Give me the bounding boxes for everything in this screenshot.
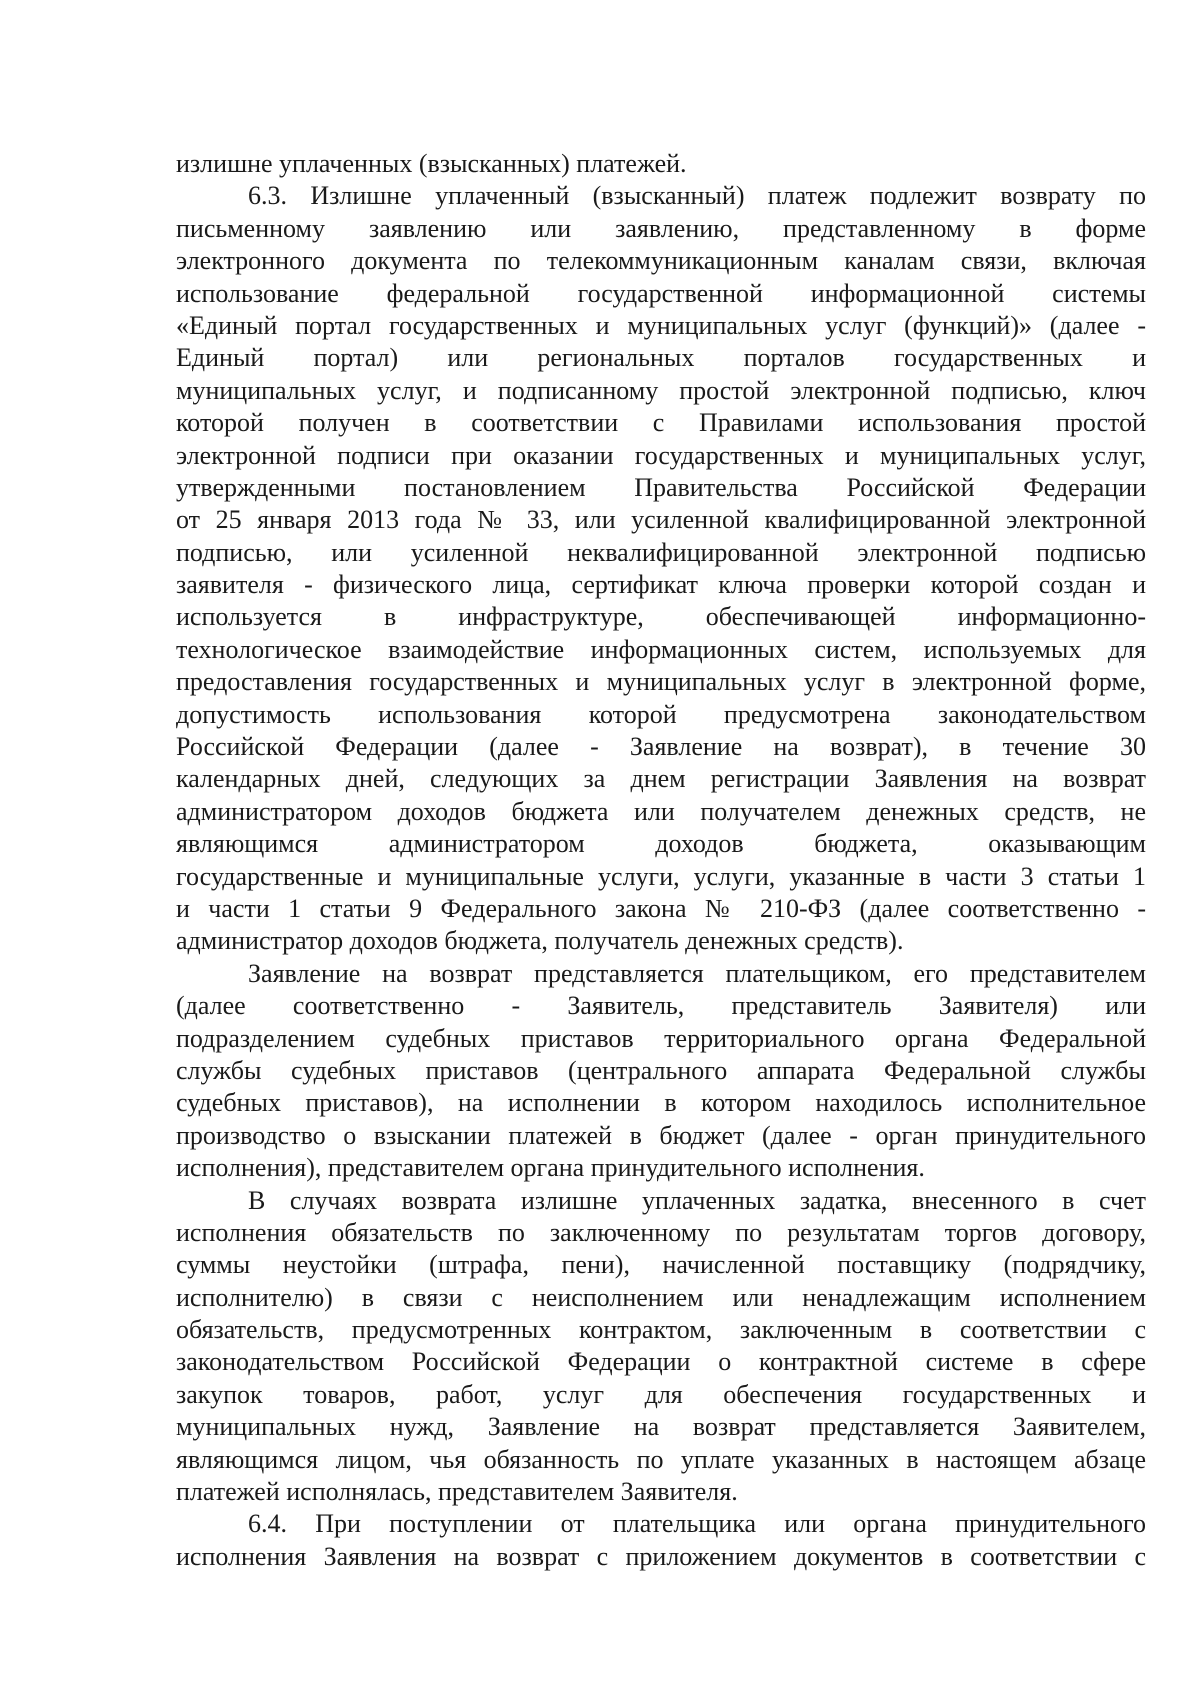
text-line: излишне уплаченных (взысканных) платежей. xyxy=(176,149,687,178)
text-line: утвержденными постановлением Правительства Российской Федерации xyxy=(176,472,1146,502)
text-line: (далее соответственно - Заявитель, представитель Заявителя) или xyxy=(176,991,1146,1021)
text-line: 6.3. Излишне уплаченный (взысканный) платеж подлежит возврату по xyxy=(248,181,1146,211)
text-line: В случаях возврата излишне уплаченных задатка, внесенного в счет xyxy=(248,1185,1146,1215)
text-line: платежей исполнялась, представителем Заявителя. xyxy=(176,1477,738,1507)
text-line: используется в инфраструктуре, обеспечивающей информационно- xyxy=(176,602,1146,632)
text-line: электронной подписи при оказании государственных и муниципальных услуг, xyxy=(176,440,1146,470)
text-line: закупок товаров, работ, услуг для обеспечения государственных и xyxy=(176,1379,1146,1409)
text-line: Российской Федерации (далее - Заявление на возврат), в течение 30 xyxy=(176,732,1146,762)
text-line: государственные и муниципальные услуги, услуги, указанные в части 3 статьи 1 xyxy=(176,861,1146,891)
text-line: судебных приставов), на исполнении в котором находилось исполнительное xyxy=(176,1088,1146,1118)
text-line: от 25 января 2013 года № 33, или усиленной квалифицированной электронной xyxy=(176,505,1146,535)
text-line: и части 1 статьи 9 Федерального закона № 210-ФЗ (далее соответственно - xyxy=(176,893,1146,923)
text-line: исполнения Заявления на возврат с приложением документов в соответствии с xyxy=(176,1541,1146,1571)
text-line: заявителя - физического лица, сертификат ключа проверки которой создан и xyxy=(176,570,1146,600)
text-line: являющимся лицом, чья обязанность по уплате указанных в настоящем абзаце xyxy=(176,1444,1146,1474)
text-line: являющимся администратором доходов бюджета, оказывающим xyxy=(176,829,1146,859)
text-line: Заявление на возврат представляется плательщиком, его представителем xyxy=(248,958,1146,988)
text-line: допустимость использования которой предусмотрена законодательством xyxy=(176,699,1146,729)
text-line: использование федеральной государственной информационной системы xyxy=(176,278,1146,308)
text-line: предоставления государственных и муниципальных услуг в электронной форме, xyxy=(176,667,1146,697)
text-line: подразделением судебных приставов территориального органа Федеральной xyxy=(176,1023,1146,1053)
text-line: письменному заявлению или заявлению, представленному в форме xyxy=(176,213,1146,243)
text-line: которой получен в соответствии с Правилами использования простой xyxy=(176,408,1146,438)
text-line: обязательств, предусмотренных контрактом, заключенным в соответствии с xyxy=(176,1315,1146,1345)
text-line: календарных дней, следующих за днем регистрации Заявления на возврат xyxy=(176,764,1146,794)
text-line: производство о взыскании платежей в бюджет (далее - орган принудительного xyxy=(176,1120,1146,1150)
text-line: 6.4. При поступлении от плательщика или органа принудительного xyxy=(248,1509,1146,1539)
text-line: Единый портал) или региональных порталов государственных и xyxy=(176,343,1146,373)
document-body xyxy=(176,148,1146,1573)
text-line: муниципальных услуг, и подписанному простой электронной подписью, ключ xyxy=(176,375,1146,405)
text-line: технологическое взаимодействие информационных систем, используемых для xyxy=(176,634,1146,664)
text-line: исполнителю) в связи с неисполнением или ненадлежащим исполнением xyxy=(176,1282,1146,1312)
text-line: электронного документа по телекоммуникационным каналам связи, включая xyxy=(176,246,1146,276)
text-line: «Единый портал государственных и муниципальных услуг (функций)» (далее - xyxy=(176,310,1146,340)
text-line: администратором доходов бюджета или получателем денежных средств, не xyxy=(176,796,1146,826)
text-line: исполнения обязательств по заключенному по результатам торгов договору, xyxy=(176,1217,1146,1247)
text-line: законодательством Российской Федерации о контрактной системе в сфере xyxy=(176,1347,1146,1377)
text-line: исполнения), представителем органа принудительного исполнения. xyxy=(176,1153,925,1183)
text-line: администратор доходов бюджета, получатель денежных средств). xyxy=(176,926,904,956)
text-line: подписью, или усиленной неквалифицированной электронной подписью xyxy=(176,537,1146,567)
text-line: суммы неустойки (штрафа, пени), начисленной поставщику (подрядчику, xyxy=(176,1250,1146,1280)
text-line: службы судебных приставов (центрального аппарата Федеральной службы xyxy=(176,1055,1146,1085)
text-line: муниципальных нужд, Заявление на возврат представляется Заявителем, xyxy=(176,1412,1146,1442)
